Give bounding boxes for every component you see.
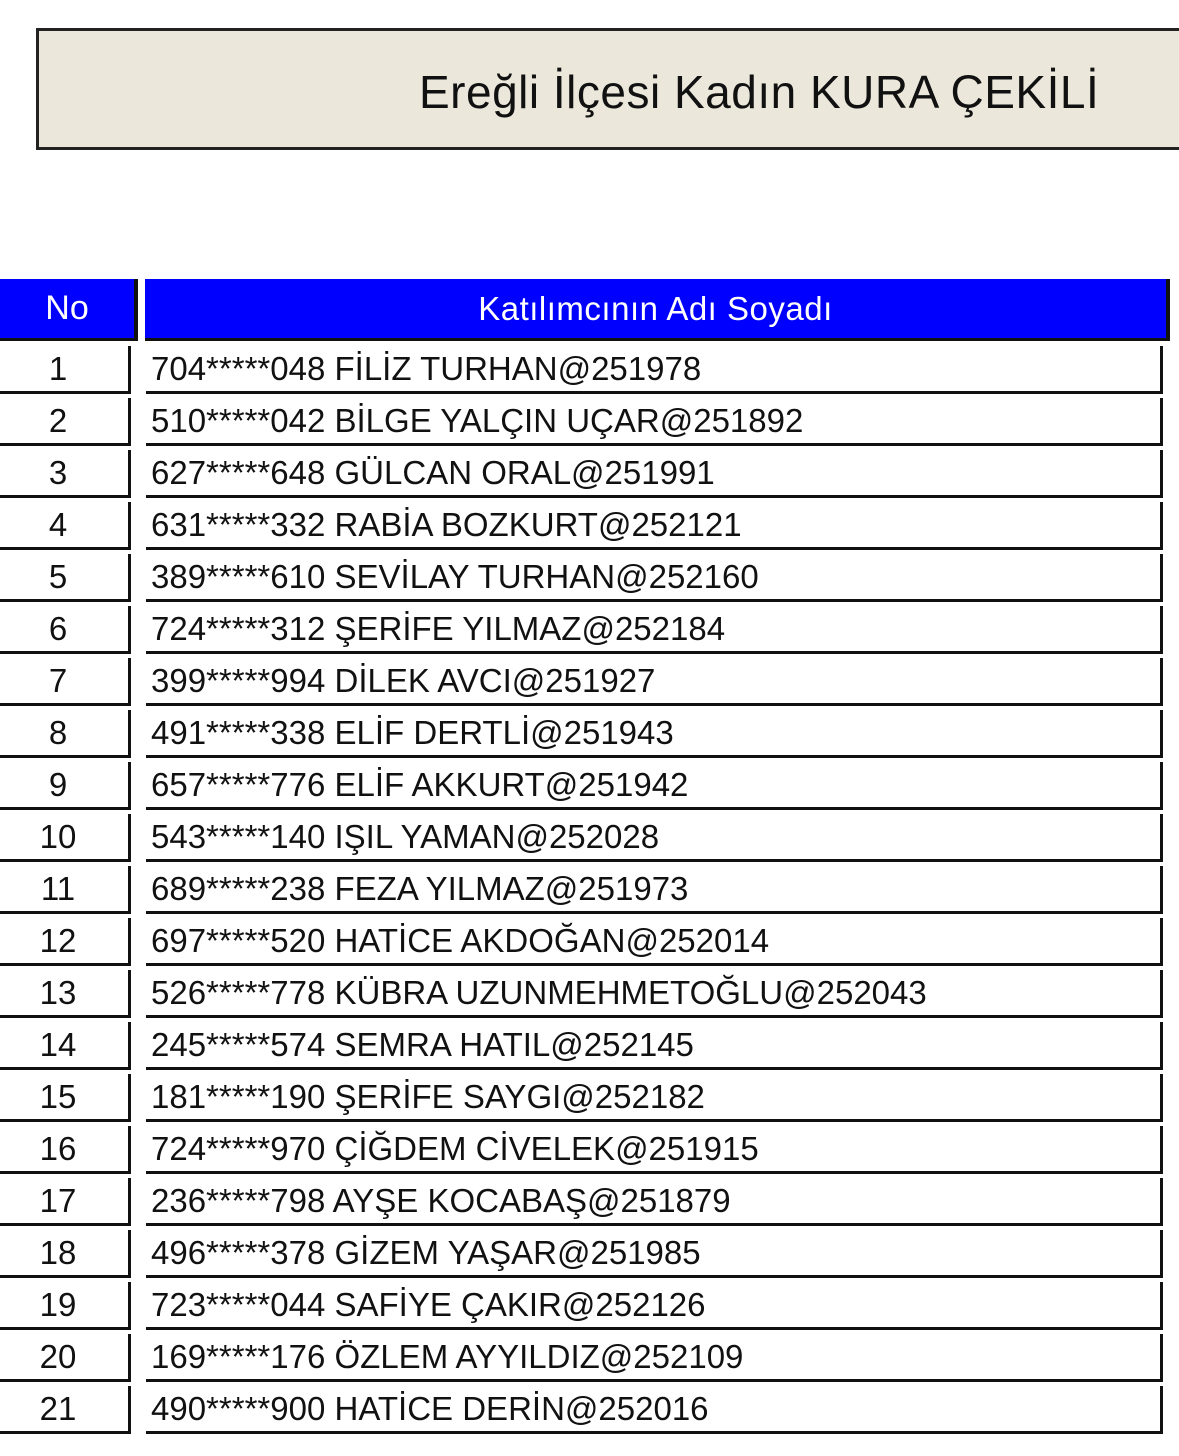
table-row: [0, 448, 1179, 500]
row-number: 11: [0, 866, 131, 914]
table-row: [0, 1176, 1179, 1228]
page-title: Ereğli İlçesi Kadın KURA ÇEKİLİ: [419, 66, 1100, 118]
table-row: [0, 1228, 1179, 1280]
row-number: 10: [0, 814, 131, 862]
participant-name: 723*****044 SAFİYE ÇAKIR@252126: [146, 1282, 1163, 1330]
participant-name: 724*****970 ÇİĞDEM CİVELEK@251915: [146, 1126, 1163, 1174]
table-row: [0, 916, 1179, 968]
table-row: [0, 396, 1179, 448]
row-number: 17: [0, 1178, 131, 1226]
participant-name: 689*****238 FEZA YILMAZ@251973: [146, 866, 1163, 914]
table-row: [0, 656, 1179, 708]
row-number: 2: [0, 398, 131, 446]
participant-name: 490*****900 HATİCE DERİN@252016: [146, 1386, 1163, 1434]
row-number: 8: [0, 710, 131, 758]
participant-name: 236*****798 AYŞE KOCABAŞ@251879: [146, 1178, 1163, 1226]
row-number: 9: [0, 762, 131, 810]
row-number: 12: [0, 918, 131, 966]
row-number: 16: [0, 1126, 131, 1174]
participant-name: 496*****378 GİZEM YAŞAR@251985: [146, 1230, 1163, 1278]
table-row: [0, 552, 1179, 604]
participant-name: 181*****190 ŞERİFE SAYGI@252182: [146, 1074, 1163, 1122]
participant-name: 697*****520 HATİCE AKDOĞAN@252014: [146, 918, 1163, 966]
table-row: [0, 864, 1179, 916]
table-row: [0, 1332, 1179, 1384]
table-row: [0, 968, 1179, 1020]
participant-name: 627*****648 GÜLCAN ORAL@251991: [146, 450, 1163, 498]
participant-name: 543*****140 IŞIL YAMAN@252028: [146, 814, 1163, 862]
table-row: [0, 1072, 1179, 1124]
participant-name: 491*****338 ELİF DERTLİ@251943: [146, 710, 1163, 758]
title-banner: [36, 28, 1179, 150]
row-number: 3: [0, 450, 131, 498]
column-header-name: Katılımcının Adı Soyadı: [145, 279, 1170, 341]
table-row: [0, 500, 1179, 552]
row-number: 14: [0, 1022, 131, 1070]
row-number: 18: [0, 1230, 131, 1278]
participant-name: 631*****332 RABİA BOZKURT@252121: [146, 502, 1163, 550]
participant-name: 526*****778 KÜBRA UZUNMEHMETOĞLU@252043: [146, 970, 1163, 1018]
table-row: [0, 344, 1179, 396]
row-number: 1: [0, 346, 131, 394]
participant-name: 399*****994 DİLEK AVCI@251927: [146, 658, 1163, 706]
table-row: [0, 1280, 1179, 1332]
row-number: 21: [0, 1386, 131, 1434]
participant-name: 169*****176 ÖZLEM AYYILDIZ@252109: [146, 1334, 1163, 1382]
table-row: [0, 708, 1179, 760]
table-row: [0, 760, 1179, 812]
row-number: 7: [0, 658, 131, 706]
table-row: [0, 1384, 1179, 1436]
table-row: [0, 812, 1179, 864]
row-number: 15: [0, 1074, 131, 1122]
row-number: 4: [0, 502, 131, 550]
participant-name: 657*****776 ELİF AKKURT@251942: [146, 762, 1163, 810]
table-row: [0, 1020, 1179, 1072]
participant-name: 510*****042 BİLGE YALÇIN UÇAR@251892: [146, 398, 1163, 446]
column-header-no: No: [0, 279, 138, 341]
table-row: [0, 604, 1179, 656]
participant-name: 245*****574 SEMRA HATIL@252145: [146, 1022, 1163, 1070]
participant-name: 704*****048 FİLİZ TURHAN@251978: [146, 346, 1163, 394]
participant-name: 389*****610 SEVİLAY TURHAN@252160: [146, 554, 1163, 602]
row-number: 19: [0, 1282, 131, 1330]
row-number: 13: [0, 970, 131, 1018]
participant-name: 724*****312 ŞERİFE YILMAZ@252184: [146, 606, 1163, 654]
row-number: 5: [0, 554, 131, 602]
participant-table-body: [0, 344, 1179, 1436]
table-row: [0, 1124, 1179, 1176]
row-number: 6: [0, 606, 131, 654]
row-number: 20: [0, 1334, 131, 1382]
